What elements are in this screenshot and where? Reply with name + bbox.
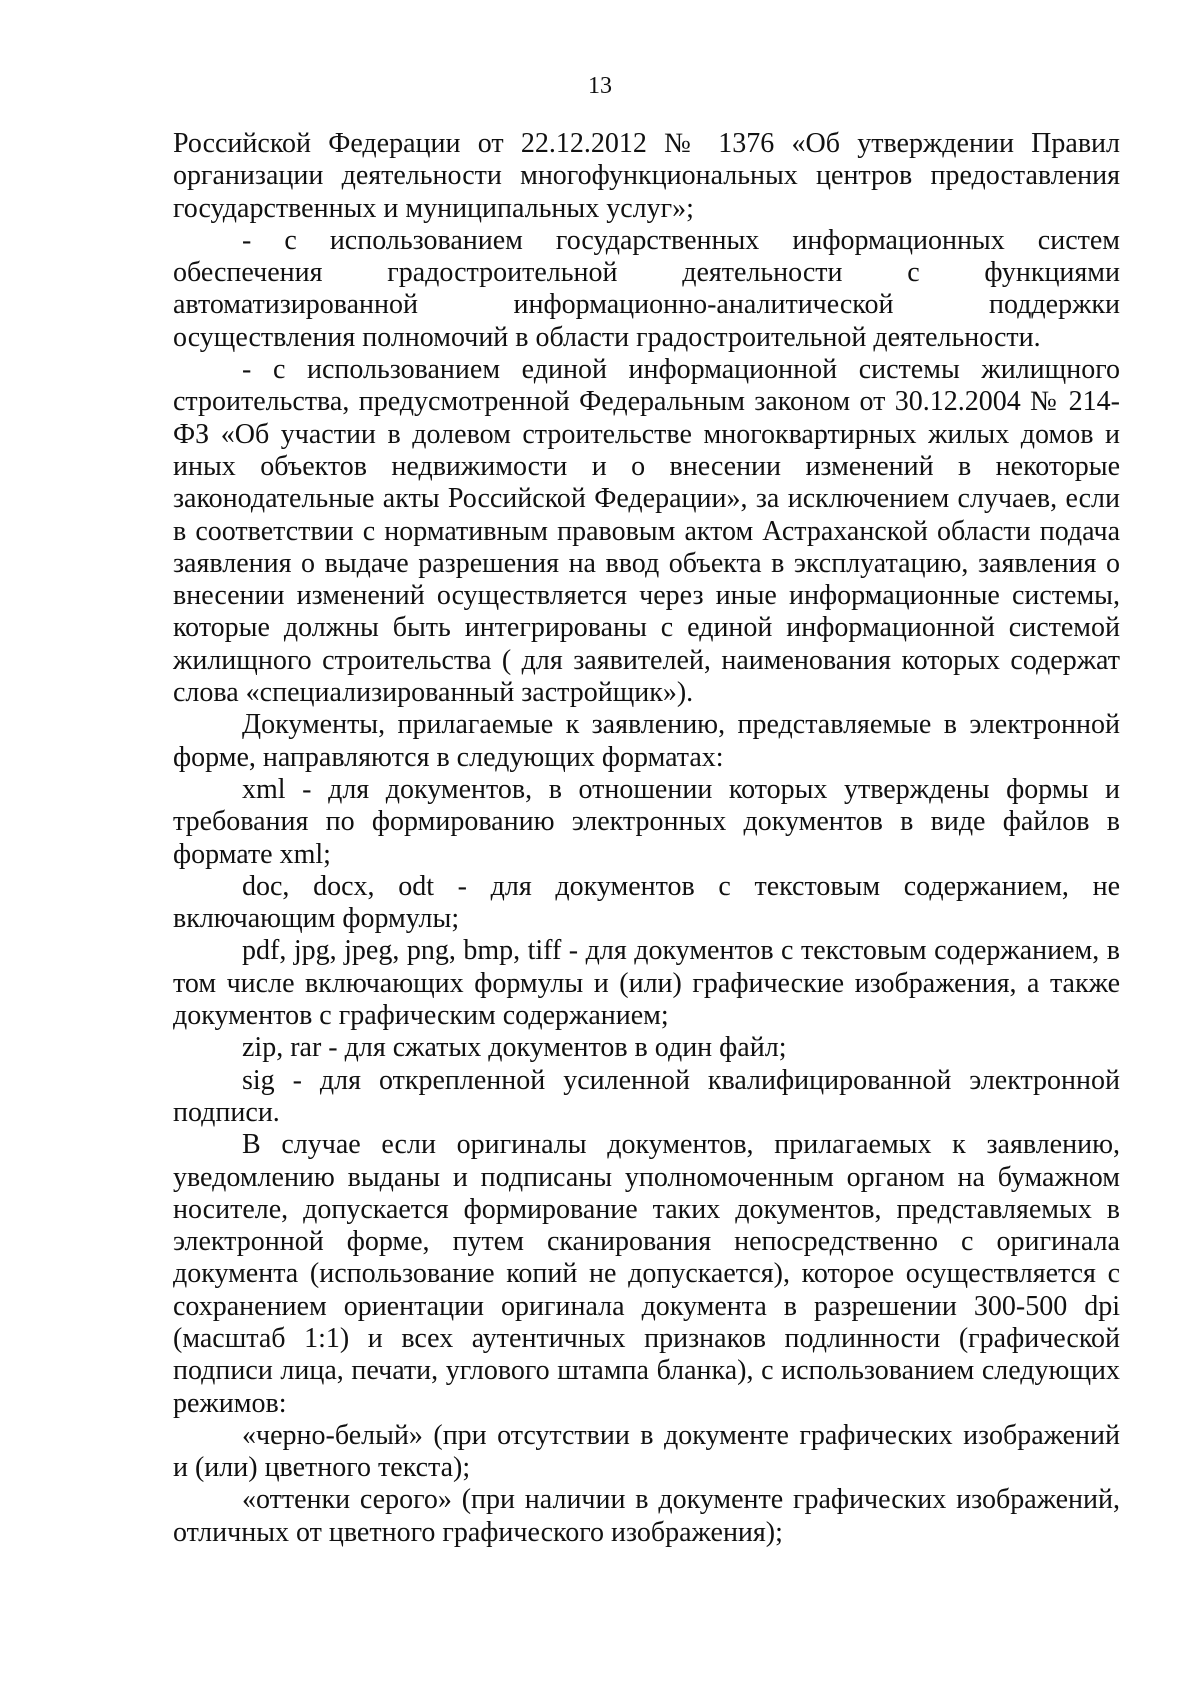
paragraph-format-xml: xml - для документов, в отношении которых утверждены формы и требования по формированию электронных документов в виде файлов в формате xml; [173, 773, 1120, 870]
paragraph-format-sig: sig - для открепленной усиленной квалифицированной электронной подписи. [173, 1064, 1120, 1128]
paragraph-continuation: Российской Федерации от 22.12.2012 № 1376 «Об утверждении Правил организации деятельности многофункциональных центров предоставления государственных и муниципальных услуг»; [173, 128, 1120, 224]
paragraph-mode-black-white: «черно-белый» (при отсутствии в документе графических изображений и (или) цветного текста); [173, 1419, 1120, 1484]
paragraph-mode-grayscale: «оттенки серого» (при наличии в документе графических изображений, отличных от цветного графического изображения); [173, 1484, 1120, 1548]
paragraph-scanning-rules: В случае если оригиналы документов, прилагаемых к заявлению, уведомлению выданы и подписаны уполномоченным органом на бумажном носителе, допускается формирование таких документов, представляемых в электронной форме, путем сканирования непосредственно с оригинала документа (использование копий не допускается), которое осуществляется с сохранением ориентации оригинала документа в разрешении 300-500 dpi (масштаб 1:1) и всех аутентичных признаков подлинности (графической подписи лица, печати, углового штампа бланка), с использованием следующих режимов: [173, 1129, 1120, 1419]
paragraph-format-pdf-images: pdf, jpg, jpeg, png, bmp, tiff - для документов с текстовым содержанием, в том числе включающих формулы и (или) графические изображения, а также документов с графическим содержанием; [173, 935, 1120, 1032]
paragraph-format-zip: zip, rar - для сжатых документов в один файл; [242, 1032, 787, 1064]
paragraph-format-doc: doc, docx, odt - для документов с текстовым содержанием, не включающим формулы; [173, 870, 1120, 935]
page-number: 13 [588, 73, 612, 99]
document-body [173, 128, 1120, 1549]
paragraph-document-formats-intro: Документы, прилагаемые к заявлению, представляемые в электронной форме, направляются в следующих форматах: [173, 709, 1120, 773]
paragraph-gis-urban-planning: - с использованием государственных информационных систем обеспечения градостроительной деятельности с функциями автоматизированной информационно-аналитической поддержки осуществления полномочий в области градостроительной деятельности. [173, 224, 1120, 353]
paragraph-housing-info-system: - с использованием единой информационной системы жилищного строительства, предусмотренной Федеральным законом от 30.12.2004 № 214-ФЗ «Об участии в долевом строительстве многоквартирных жилых домов и иных объектов недвижимости и о внесении изменений в некоторые законодательные акты Российской Федерации», за исключением случаев, если в соответствии с нормативным правовым актом Астраханской области подача заявления о выдаче разрешения на ввод объекта в эксплуатацию, заявления о внесении изменений осуществляется через иные информационные системы, которые должны быть интегрированы с единой информационной системой жилищного строительства ( для заявителей, наименования которых содержат слова «специализированный застройщик»). [173, 354, 1120, 709]
